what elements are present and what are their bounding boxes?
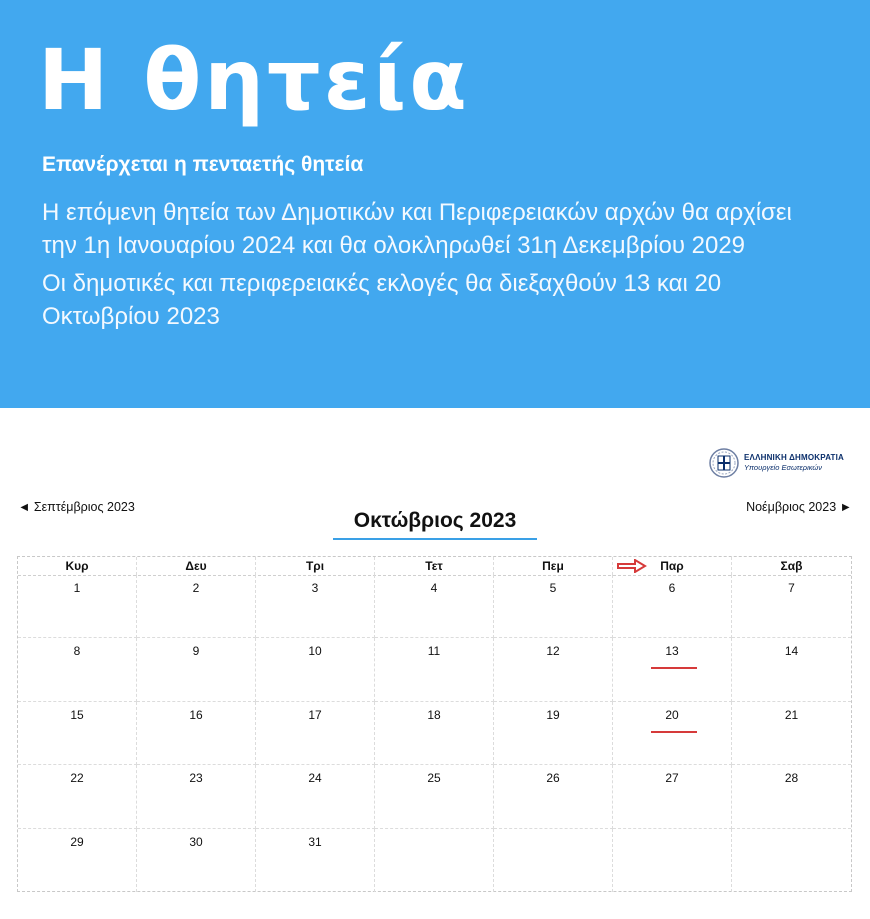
day-cell[interactable]: [375, 575, 494, 638]
day-cell[interactable]: [732, 765, 851, 828]
day-number: 10: [308, 644, 322, 659]
day-cell[interactable]: [613, 702, 732, 765]
day-cell[interactable]: [137, 702, 256, 765]
hero-title: Η θητεία: [38, 31, 470, 129]
ministry-logo: [708, 446, 858, 480]
empty-day-cell: [732, 829, 851, 892]
logo-line-ministry: Υπουργείο Εσωτερικών: [744, 463, 822, 472]
day-number: 26: [546, 771, 560, 786]
day-number: 1: [73, 581, 81, 595]
weekday-header: [18, 557, 851, 576]
day-number: 31: [308, 834, 322, 849]
day-cell[interactable]: [137, 638, 256, 701]
day-cell[interactable]: [494, 575, 613, 638]
weekday-label: Τετ: [375, 557, 494, 575]
day-number: 23: [189, 771, 203, 786]
day-cell[interactable]: [256, 829, 375, 892]
month-title-underline: [333, 538, 537, 540]
day-cell[interactable]: [375, 638, 494, 701]
day-number: 24: [308, 771, 322, 786]
day-cell[interactable]: [18, 575, 137, 638]
hero-subtitle: Επανέρχεται η πενταετής θητεία: [42, 153, 364, 176]
election-day-underline: [651, 731, 697, 733]
empty-day-cell: [494, 829, 613, 892]
day-cell[interactable]: [137, 765, 256, 828]
day-cell[interactable]: [494, 638, 613, 701]
day-cell[interactable]: [18, 829, 137, 892]
day-cell[interactable]: [18, 765, 137, 828]
weekday-label-friday: [613, 557, 732, 575]
day-number: 2: [192, 581, 200, 595]
day-number: 17: [308, 707, 322, 722]
day-number: 5: [549, 581, 557, 595]
day-cell[interactable]: [256, 638, 375, 701]
day-cell[interactable]: [732, 702, 851, 765]
day-cell[interactable]: [18, 702, 137, 765]
day-number: 30: [189, 834, 203, 849]
day-cell[interactable]: [494, 765, 613, 828]
day-cell[interactable]: [256, 765, 375, 828]
weekday-label: Δευ: [137, 557, 256, 575]
empty-day-cell: [375, 829, 494, 892]
day-number: 19: [546, 707, 560, 722]
month-title: Οκτώβριος 2023: [353, 509, 517, 532]
weekday-label: Τρι: [256, 557, 375, 575]
next-month-link[interactable]: Νοέμβριος 2023 ►: [746, 500, 852, 514]
day-cell[interactable]: [256, 702, 375, 765]
hero-paragraph-term: Η επόμενη θητεία των Δημοτικών και Περιφερειακών αρχών θα αρχίσει την 1η Ιανουαρίου 2024 και θα ολοκληρωθεί 31η Δεκεμβρίου 2029: [42, 199, 792, 259]
day-number: 22: [70, 771, 84, 786]
day-number: 29: [70, 834, 84, 849]
day-number: 28: [784, 771, 799, 786]
day-number: 9: [192, 644, 200, 659]
day-number: 21: [784, 707, 799, 722]
day-cell[interactable]: [18, 638, 137, 701]
day-number: 27: [665, 771, 679, 786]
calendar-days: [18, 575, 851, 892]
day-cell[interactable]: [375, 702, 494, 765]
day-number: 3: [311, 581, 319, 595]
day-cell[interactable]: [137, 575, 256, 638]
day-cell[interactable]: [613, 638, 732, 701]
day-cell[interactable]: [732, 575, 851, 638]
day-cell[interactable]: [137, 829, 256, 892]
day-cell[interactable]: [613, 575, 732, 638]
day-number: 16: [189, 707, 203, 722]
day-number: 13: [665, 644, 679, 659]
weekday-label: Σαβ: [780, 559, 803, 573]
arrow-right-icon: [617, 559, 647, 573]
day-number: 6: [668, 581, 676, 595]
day-number: 18: [427, 707, 441, 722]
hero-paragraph-elections: Οι δημοτικές και περιφερειακές εκλογές θα διεξαχθούν 13 και 20 Οκτωβρίου 2023: [42, 270, 722, 330]
day-number: 12: [546, 644, 560, 659]
weekday-label-text: Παρ: [660, 559, 684, 573]
election-day-underline: [651, 667, 697, 669]
weekday-label: Κυρ: [18, 557, 137, 575]
empty-day-cell: [613, 829, 732, 892]
day-cell[interactable]: [494, 702, 613, 765]
weekday-label: Πεμ: [494, 557, 613, 575]
day-number: 11: [427, 644, 441, 659]
day-number: 20: [665, 707, 679, 722]
logo-line-republic: ΕΛΛΗΝΙΚΗ ΔΗΜΟΚΡΑΤΙΑ: [744, 453, 844, 462]
day-number: 8: [73, 644, 81, 659]
day-cell[interactable]: [732, 638, 851, 701]
day-cell[interactable]: [613, 765, 732, 828]
day-number: 4: [430, 581, 438, 595]
calendar-grid: [17, 556, 852, 892]
day-cell[interactable]: [375, 765, 494, 828]
day-number: 25: [427, 771, 441, 786]
day-number: 7: [788, 581, 795, 595]
day-cell[interactable]: [256, 575, 375, 638]
hero-banner: [0, 0, 870, 408]
greek-emblem-icon: [708, 447, 740, 479]
day-number: 15: [70, 707, 84, 722]
day-number: 14: [784, 644, 799, 659]
prev-month-link[interactable]: ◄ Σεπτέμβριος 2023: [18, 500, 135, 514]
